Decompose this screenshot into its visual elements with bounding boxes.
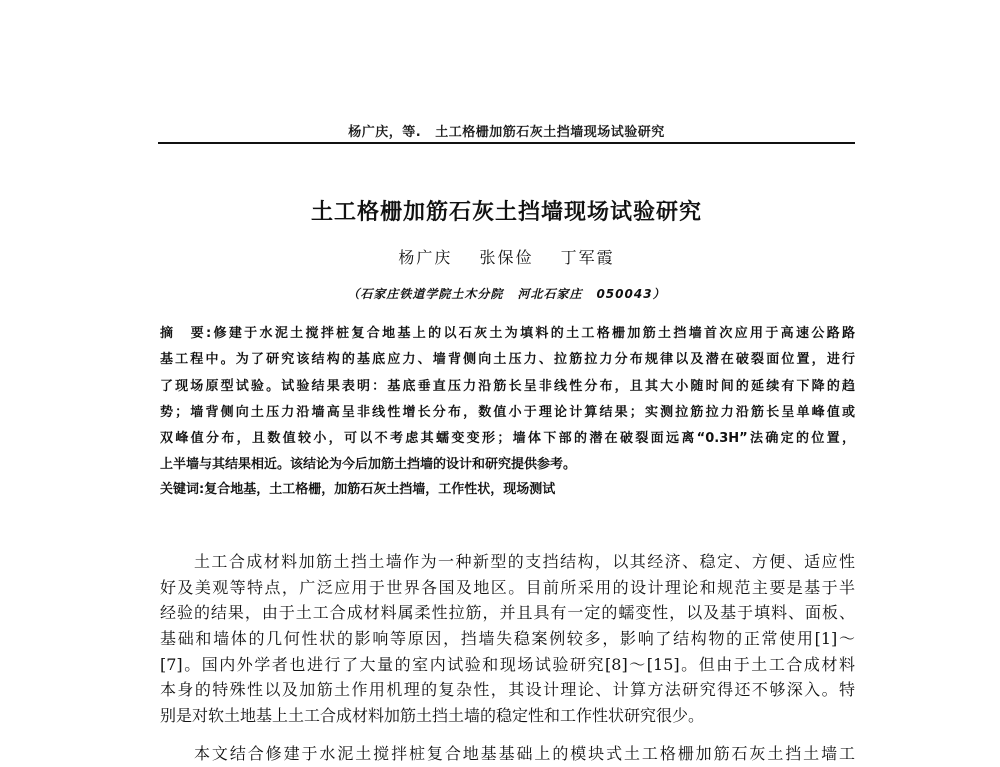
affiliation-postcode: 050043 — [596, 287, 653, 301]
paren-close: ） — [652, 287, 666, 301]
header-rule — [158, 142, 855, 144]
author-list — [158, 245, 855, 268]
body-line: 本身的特殊性以及加筋土作用机理的复杂性，其设计理论、计算方法研究得还不够深入。特 — [160, 680, 855, 700]
paren-open: （ — [347, 287, 361, 301]
paper-title: 土工格栅加筋石灰土挡墙现场试验研究 — [310, 200, 702, 225]
running-header — [158, 121, 855, 140]
abstract-label: 摘 要: — [160, 326, 212, 341]
abstract — [160, 321, 855, 479]
body-paragraph-2: 本文结合修建于水泥土搅拌桩复合地基基础上的模块式土工格栅加筋石灰土挡土墙工 — [194, 744, 855, 763]
body-line: 基础和墙体的几何性状的影响等原因，挡墙失稳案例较多，影响了结构物的正常使用[1]～ — [160, 629, 855, 649]
author-name: 丁军霞 — [560, 248, 615, 267]
author-name: 张保俭 — [479, 248, 534, 267]
abstract-line: 基工程中。为了研究该结构的基底应力、墙背侧向土压力、拉筋拉力分布规律以及潜在破裂面位置，进行 — [160, 352, 855, 368]
body-line: [7]。国内外学者也进行了大量的室内试验和现场试验研究[8]～[15]。但由于土工合成材料 — [160, 654, 855, 674]
affiliation-institution: 石家庄铁道学院土木分院 — [360, 287, 504, 301]
body-paragraph-1 — [160, 549, 855, 729]
abstract-line — [160, 321, 855, 347]
author-name: 杨广庆 — [398, 248, 453, 267]
affiliation-location: 河北石家庄 — [517, 287, 583, 301]
keywords — [160, 478, 555, 497]
affiliation — [158, 285, 855, 302]
abstract-line: 了现场原型试验。试验结果表明：基底垂直压力沿筋长呈非线性分布，且其大小随时间的延续有下降的趋 — [160, 378, 855, 394]
running-header-title: 土工格栅加筋石灰土挡墙现场试验研究 — [435, 125, 665, 140]
keywords-text: 复合地基，土工格栅，加筋石灰土挡墙，工作性状，现场测试 — [204, 482, 556, 497]
body-line: 土工合成材料加筋土挡土墙作为一种新型的支挡结构，以其经济、稳定、方便、适应性 — [194, 552, 855, 571]
keywords-label: 关键词: — [160, 482, 205, 497]
body-line: 别是对软土地基上土工合成材料加筋土挡土墙的稳定性和工作性状研究很少。 — [160, 706, 705, 726]
body-line: 经验的结果，由于土工合成材料属柔性拉筋，并且具有一定的蠕变性，以及基于填料、面板、 — [160, 603, 855, 623]
abstract-line: 上半墙与其结果相近。该结论为今后加筋土挡墙的设计和研究提供参考。 — [160, 457, 577, 473]
abstract-line: 双峰值分布，且数值较小，可以不考虑其蠕变变形；墙体下部的潜在破裂面远离“0.3H”法确定的位置， — [160, 431, 855, 447]
abstract-line: 势；墙背侧向土压力沿墙高呈非线性增长分布，数值小于理论计算结果；实测拉筋拉力沿筋长呈单峰值或 — [160, 404, 855, 420]
abstract-line-text: 修建于水泥土搅拌桩复合地基上的以石灰土为填料的土工格栅加筋土挡墙首次应用于高速公路路 — [211, 326, 855, 341]
running-header-authors: 杨广庆，等. — [348, 125, 422, 140]
body-line: 好及美观等特点，广泛应用于世界各国及地区。目前所采用的设计理论和规范主要是基于半 — [160, 577, 855, 597]
